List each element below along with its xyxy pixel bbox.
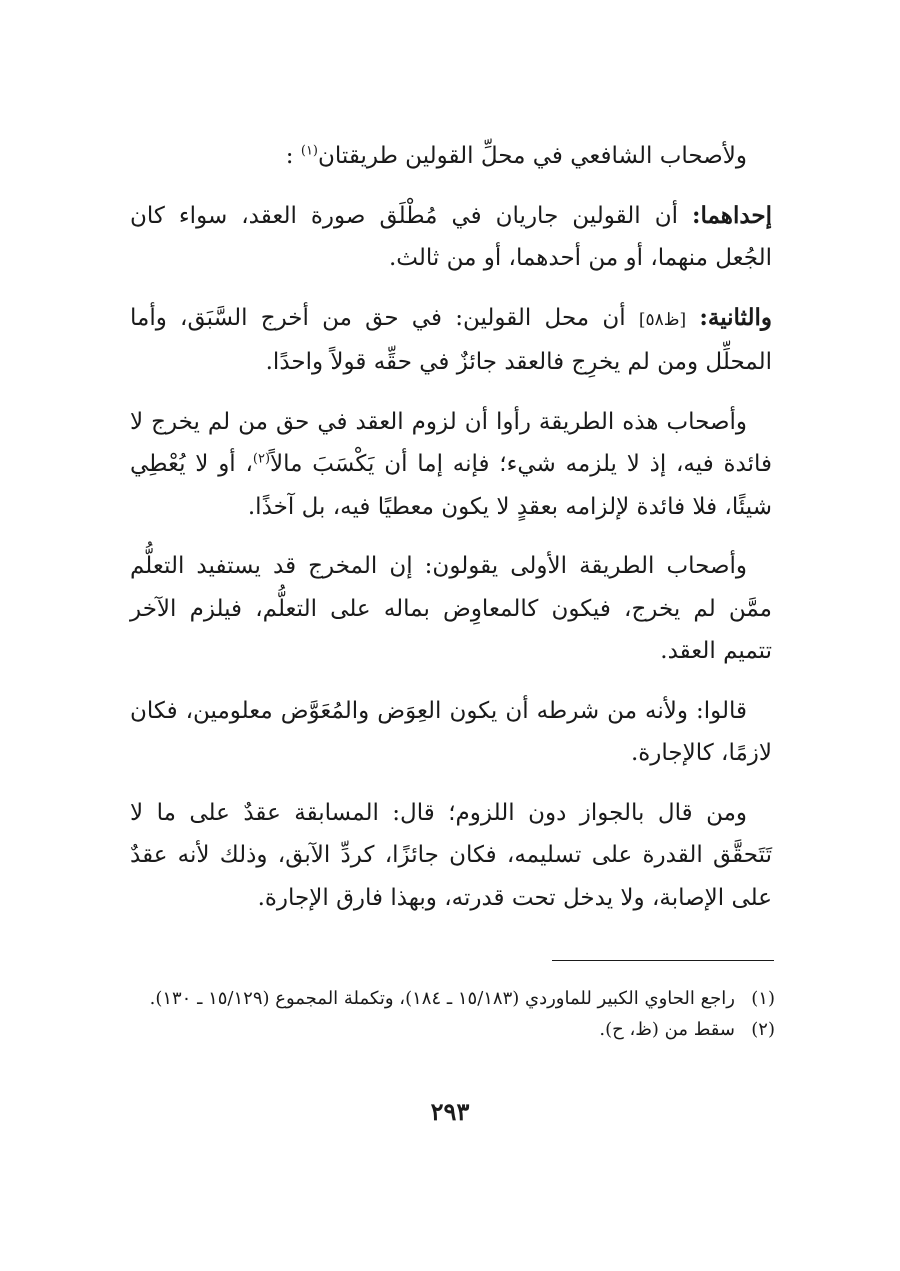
footnotes — [128, 983, 775, 1045]
paragraph-2 — [130, 195, 772, 280]
main-text — [130, 135, 772, 919]
footnote-ref-2: (٢) — [252, 451, 271, 467]
footnote-1-text: راجع الحاوي الكبير للماوردي (١٥/١٨٣ ـ ١٨٤)، وتكملة المجموع (١٥/١٢٩ ـ ١٣٠). — [149, 988, 735, 1009]
paragraph-6-text: قالوا: ولأنه من شرطه أن يكون العِوَض والمُعَوَّض معلومين، فكان لازمًا، كالإجارة. — [130, 697, 772, 766]
paragraph-6 — [130, 690, 772, 775]
footnote-2 — [128, 1014, 775, 1045]
paragraph-1-text: ولأصحاب الشافعي في محلِّ القولين طريقتان — [318, 143, 747, 169]
paragraph-4-text: وأصحاب هذه الطريقة رأوا أن لزوم العقد في حق من لم يخرج لا فائدة فيه، إذ لا يلزمه شيء؛ فإنه إما أن يَكْسَبَ مالاً — [130, 408, 772, 477]
page-number: ٢٩٣ — [430, 1097, 470, 1126]
paragraph-4 — [130, 401, 772, 529]
footnote-2-number: (٢) — [751, 1019, 775, 1040]
paragraph-3-text: أن محل القولين: في حق من أخرج السَّبَق، وأما المحلِّل ومن لم يخرِج فالعقد جائزٌ في حقِّه قولاً واحدًا. — [130, 304, 772, 375]
footnote-1-number: (١) — [751, 988, 775, 1009]
paragraph-3-lead: والثانية: — [699, 303, 772, 331]
paragraph-7-text: ومن قال بالجواز دون اللزوم؛ قال: المسابقة عقدٌ على ما لا تَتَحقَّق القدرة على تسليمه، فكان جائزًا، كردِّ الآبق، وذلك لأنه عقدٌ على الإصابة، ولا يدخل تحت قدرته، وبهذا فارق الإجارة. — [130, 799, 772, 911]
manuscript-marker: [ظ٥٨] — [638, 309, 687, 330]
paragraph-2-lead: إحداهما: — [692, 201, 773, 229]
footnote-2-text: سقط من (ظ، ح). — [599, 1019, 735, 1040]
paragraph-4-tail: ، أو لا يُعْطِي شيئًا، فلا فائدة لإلزامه بعقدٍ لا يكون معطيًا فيه، بل آخذًا. — [130, 451, 772, 520]
footnote-ref-1: (١) — [300, 143, 318, 159]
paragraph-3 — [130, 297, 772, 384]
paragraph-5-text: وأصحاب الطريقة الأولى يقولون: إن المخرج قد يستفيد التعلُّم ممَّن لم يخرج، فيكون كالمعاوِض بماله على التعلُّم، فيلزم الآخر تتميم العقد. — [130, 553, 772, 664]
footnote-1 — [128, 983, 775, 1014]
paragraph-7 — [130, 792, 772, 920]
paragraph-1-tail: : — [285, 143, 294, 169]
paragraph-1 — [130, 135, 772, 178]
paragraph-2-text: أن القولين جاريان في مُطْلَق صورة العقد، سواء كان الجُعل منهما، أو من أحدهما، أو من ثالث. — [130, 202, 772, 271]
footnote-separator — [552, 960, 774, 961]
paragraph-5 — [130, 545, 772, 673]
